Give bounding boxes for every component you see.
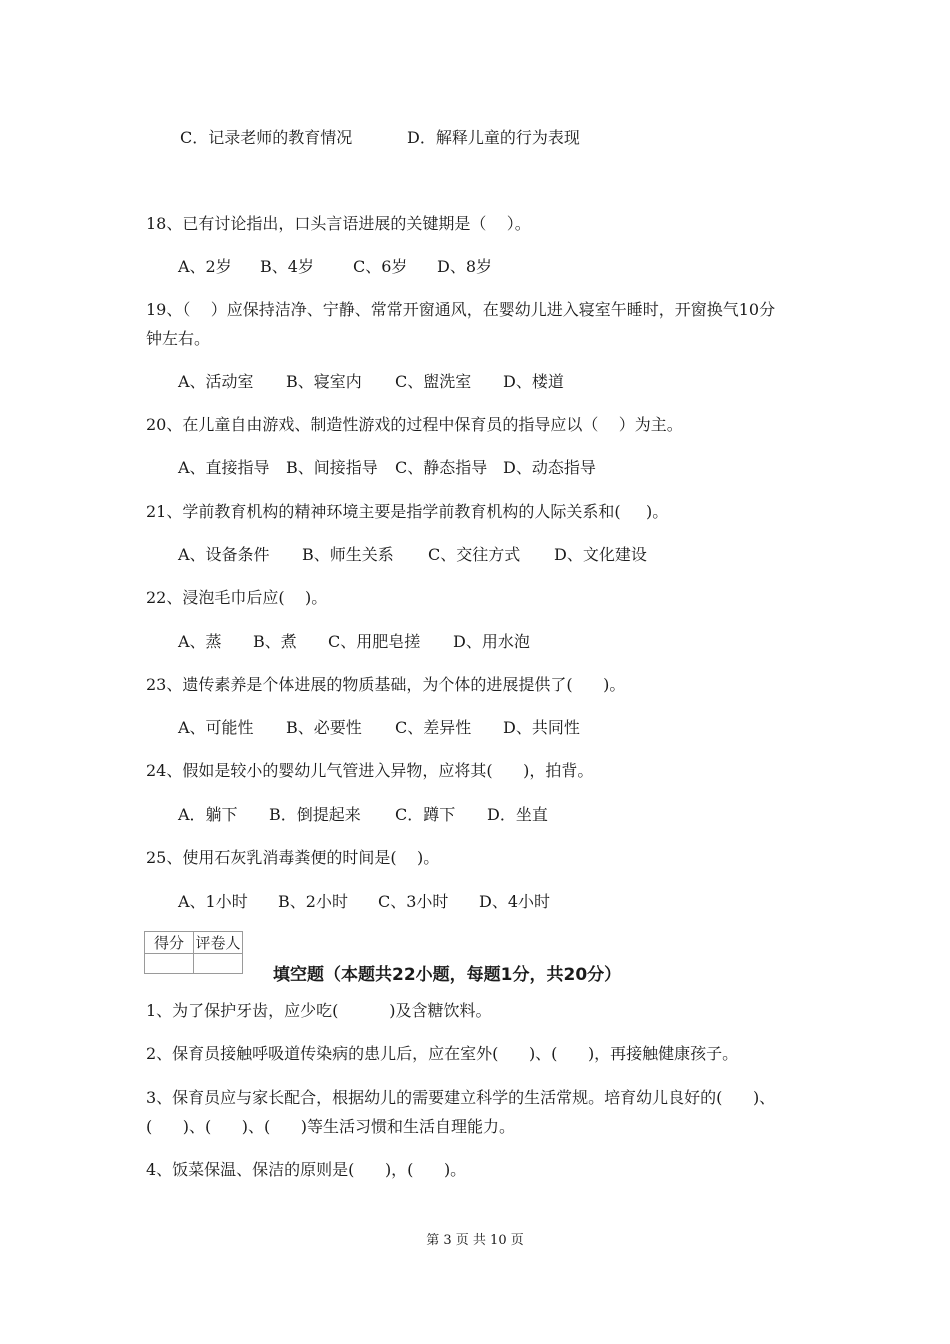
q18-option-c: C、6岁 bbox=[353, 257, 408, 276]
q21-option-b: B、师生关系 bbox=[302, 545, 394, 564]
q23-option-a: A、可能性 bbox=[178, 718, 254, 737]
q24-option-a: A．躺下 bbox=[178, 805, 238, 824]
q23-option-d: D、共同性 bbox=[503, 718, 580, 737]
q21-option-c: C、交往方式 bbox=[428, 545, 521, 564]
fill-blank-1: 1、为了保护牙齿，应少吃( )及含糖饮料。 bbox=[146, 1001, 492, 1020]
q18-option-d: D、8岁 bbox=[437, 257, 493, 276]
question-23-stem: 23、遗传素养是个体进展的物质基础，为个体的进展提供了( )。 bbox=[146, 675, 626, 694]
question-18-stem: 18、已有讨论指出，口头言语进展的关键期是（ ）。 bbox=[146, 214, 531, 233]
question-19-stem-line2: 钟左右。 bbox=[146, 329, 211, 348]
q19-option-d: D、楼道 bbox=[503, 372, 564, 391]
q20-option-a: A、直接指导 bbox=[178, 458, 270, 477]
q19-option-a: A、活动室 bbox=[178, 372, 254, 391]
page-footer: 第 3 页 共 10 页 bbox=[426, 1233, 524, 1248]
score-cell bbox=[145, 954, 194, 974]
q17-option-d: D．解释儿童的行为表现 bbox=[407, 128, 580, 147]
q24-option-c: C．蹲下 bbox=[395, 805, 456, 824]
q24-option-b: B．倒提起来 bbox=[269, 805, 361, 824]
question-19-stem-line1: 19、（ ）应保持洁净、宁静、常常开窗通风，在婴幼儿进入寝室午睡时，开窗换气10分 bbox=[146, 300, 776, 319]
q25-option-a: A、1小时 bbox=[178, 892, 248, 911]
q25-option-c: C、3小时 bbox=[378, 892, 449, 911]
fill-blank-4: 4、饭菜保温、保洁的原则是( )，( )。 bbox=[146, 1160, 467, 1179]
q18-option-a: A、2岁 bbox=[178, 257, 232, 276]
question-25-stem: 25、使用石灰乳消毒粪便的时间是( )。 bbox=[146, 848, 440, 867]
q18-option-b: B、4岁 bbox=[260, 257, 314, 276]
q23-option-b: B、必要性 bbox=[286, 718, 362, 737]
q25-option-d: D、4小时 bbox=[479, 892, 551, 911]
q25-option-b: B、2小时 bbox=[278, 892, 348, 911]
q22-option-b: B、煮 bbox=[253, 632, 297, 651]
fill-blank-3-line2: ( )、( )、( )等生活习惯和生活自理能力。 bbox=[146, 1117, 516, 1136]
q20-option-c: C、静态指导 bbox=[395, 458, 488, 477]
fill-blank-2: 2、保育员接触呼吸道传染病的患儿后，应在室外( )、( )，再接触健康孩子。 bbox=[146, 1044, 739, 1063]
question-21-stem: 21、学前教育机构的精神环境主要是指学前教育机构的人际关系和( )。 bbox=[146, 502, 669, 521]
q17-option-c: C．记录老师的教育情况 bbox=[180, 128, 353, 147]
q22-option-c: C、用肥皂搓 bbox=[328, 632, 421, 651]
section-title: 填空题（本题共22小题，每题1分，共20分） bbox=[273, 965, 622, 985]
q23-option-c: C、差异性 bbox=[395, 718, 472, 737]
grader-cell bbox=[194, 954, 243, 974]
q20-option-d: D、动态指导 bbox=[503, 458, 596, 477]
question-22-stem: 22、浸泡毛巾后应( )。 bbox=[146, 588, 328, 607]
score-header: 得分 bbox=[145, 932, 194, 954]
question-24-stem: 24、假如是较小的婴幼儿气管进入异物，应将其( )，拍背。 bbox=[146, 761, 594, 780]
q22-option-a: A、蒸 bbox=[178, 632, 222, 651]
q24-option-d: D．坐直 bbox=[487, 805, 548, 824]
grader-header: 评卷人 bbox=[194, 932, 243, 954]
q21-option-a: A、设备条件 bbox=[178, 545, 270, 564]
score-box bbox=[144, 931, 243, 974]
fill-blank-3-line1: 3、保育员应与家长配合，根据幼儿的需要建立科学的生活常规。培育幼儿良好的( )、 bbox=[146, 1088, 776, 1107]
q19-option-b: B、寝室内 bbox=[286, 372, 362, 391]
q22-option-d: D、用水泡 bbox=[453, 632, 530, 651]
question-20-stem: 20、在儿童自由游戏、制造性游戏的过程中保育员的指导应以（ ）为主。 bbox=[146, 415, 683, 434]
q19-option-c: C、盥洗室 bbox=[395, 372, 472, 391]
q20-option-b: B、间接指导 bbox=[286, 458, 378, 477]
q21-option-d: D、文化建设 bbox=[554, 545, 647, 564]
